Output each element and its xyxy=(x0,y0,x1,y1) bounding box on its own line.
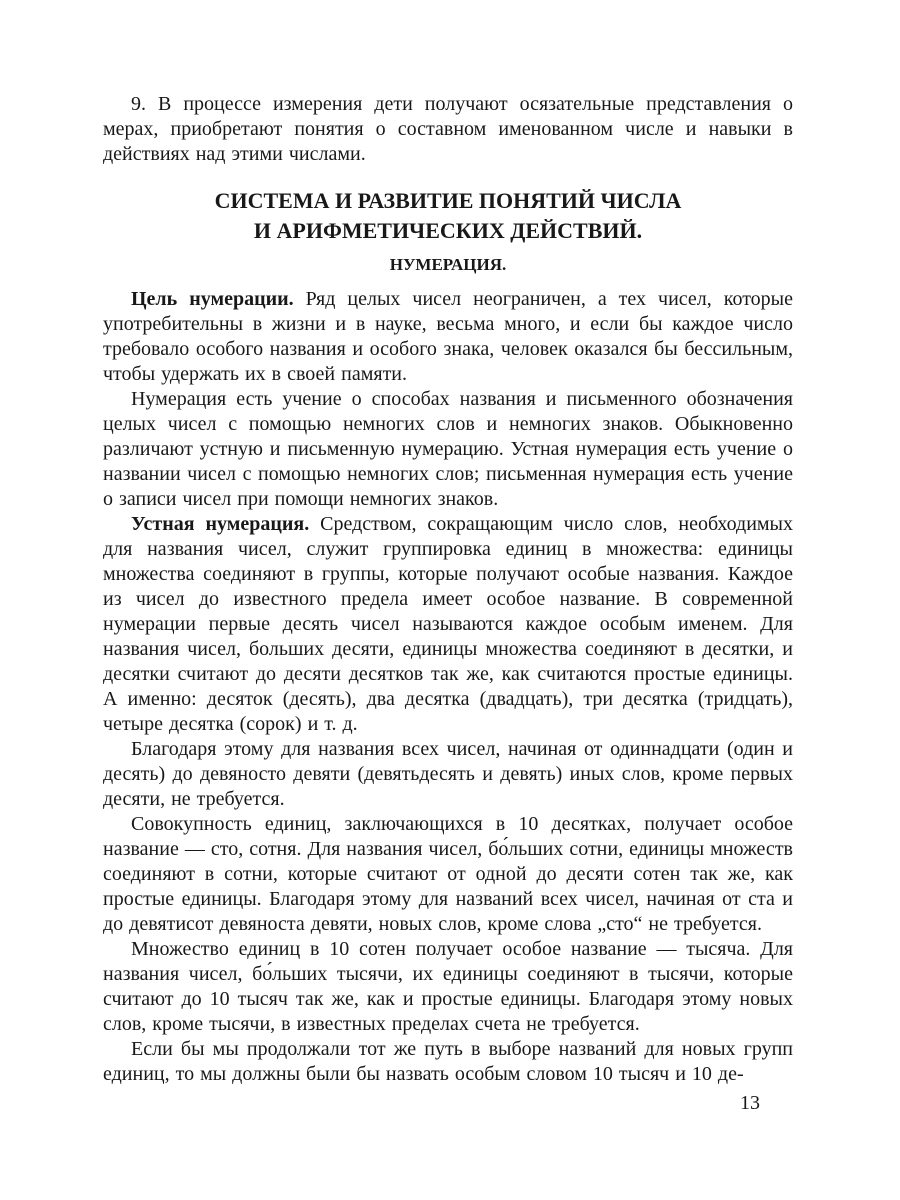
subsection-heading: НУМЕРАЦИЯ. xyxy=(389,255,507,274)
paragraph-continuation xyxy=(103,1037,793,1087)
paragraph-thousands xyxy=(103,937,793,1037)
page-number: 13 xyxy=(740,1092,760,1114)
paragraph-goal-of-numeration xyxy=(103,287,793,387)
paragraph-text: Множество единиц в 10 сотен получает особое название — тысяча. Для названия чисел, бо́льших тысячи, их единицы соединяют в тысячи, которые считают до 10 тысяч так же, как и простые единицы. Благодаря этому новых слов, кроме тысячи, в известных пределах счета не требуется. xyxy=(103,938,793,1035)
paragraph-hundreds xyxy=(103,812,793,937)
paragraph-text: Если бы мы продолжали тот же путь в выборе названий для новых групп единиц, то мы должны были бы назвать особым словом 10 тысяч и 10 де- xyxy=(103,1038,793,1085)
paragraph-text: Нумерация есть учение о способах названия и письменного обозначения целых чисел с помощью немногих слов и немногих знаков. Обыкновенно различают устную и письменную нумерацию. Устная нумерация есть учение о названии чисел с помощью немногих слов; письменная нумерация есть учение о записи чисел при помощи немногих знаков. xyxy=(103,388,793,510)
section-heading xyxy=(103,186,793,246)
paragraph-eleven-to-ninetynine xyxy=(103,737,793,812)
paragraph-numeration-definition xyxy=(103,387,793,512)
paragraph-text: Совокупность единиц, заключающихся в 10 десятках, получает особое название — сто, сотня. Для названия чисел, бо́льших сотни, единицы множеств соединяют в сотни, которые считают от одной до десяти сотен так же, как простые единицы. Благодаря этому для названий всех чисел, начиная от ста и до девятисот девяноста девяти, новых слов, кроме слова „сто“ не требуется. xyxy=(103,813,793,935)
paragraph-lead: Цель нумерации. xyxy=(131,288,306,310)
paragraph-lead: Устная нумерация. xyxy=(131,513,321,535)
intro-paragraph xyxy=(103,92,793,167)
section-heading-line-2: И АРИФМЕТИЧЕСКИХ ДЕЙСТВИЙ. xyxy=(253,218,643,243)
paragraph-text: Благодаря этому для названия всех чисел, начиная от одиннадцати (один и десять) до девяносто девяти (девятьдесять и девять) иных слов, кроме первых десяти, не требуется. xyxy=(103,738,793,810)
intro-paragraph-text: 9. В процессе измерения дети получают осязательные представления о мерах, приобретают понятия о составном именованном числе и навыки в действиях над этими числами. xyxy=(103,93,793,165)
paragraph-oral-numeration xyxy=(103,512,793,737)
paragraph-text: Ряд целых чисел неограничен, а тех чисел, которые употребительны в жизни и в науке, весьма много, и если бы каждое число требовало особого названия и особого знака, человек оказался бы бессильным, чтобы удержать их в своей памяти. xyxy=(103,288,793,385)
paragraph-text: Средством, сокращающим число слов, необходимых для названия чисел, служит группировка единиц в множества: единицы множества соединяют в группы, которые получают особые названия. Каждое из чисел до известного предела имеет особое название. В современной нумерации первые десять чисел называются каждое особым именем. Для названия чисел, больших десяти, единицы множества соединяют в десятки, и десятки считают до десяти десятков так же, как считаются простые единицы. А именно: десяток (десять), два десятка (двадцать), три десятка (тридцать), четыре десятка (сорок) и т. д. xyxy=(103,513,793,735)
section-heading-line-1: СИСТЕМА И РАЗВИТИЕ ПОНЯТИЙ ЧИСЛА xyxy=(214,188,682,213)
page-content xyxy=(103,92,793,1087)
